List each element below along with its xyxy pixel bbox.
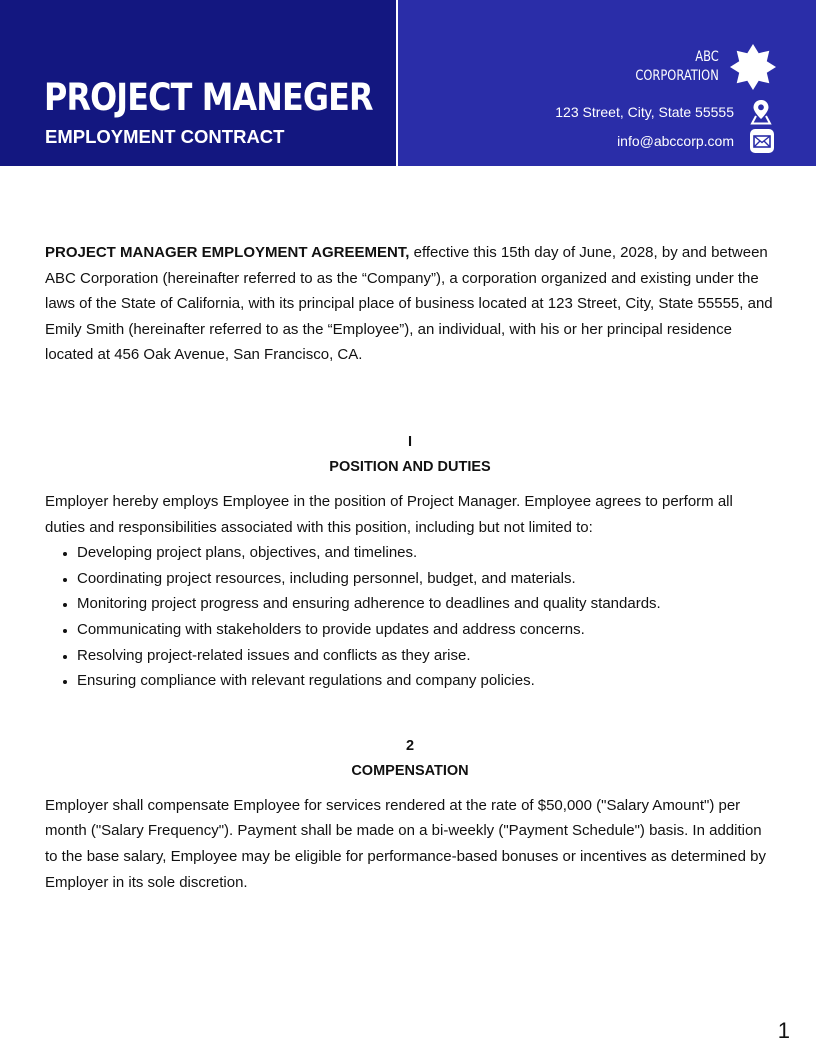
section-title: POSITION AND DUTIES xyxy=(329,458,491,475)
map-pin-icon xyxy=(749,99,773,125)
section-body: Employer hereby employs Employee in the position of Project Manager. Employee agrees to perform all duties and responsibilities associated with this position, including but not limited to: xyxy=(45,492,733,536)
company-name-line1: ABC xyxy=(695,49,719,65)
company-email: info@abccorp.com xyxy=(617,133,734,149)
list-item: • Resolving project-related issues and conflicts as they arise. xyxy=(77,643,775,669)
intro-bold-lead: PROJECT MANAGER EMPLOYMENT AGREEMENT, xyxy=(45,244,410,261)
document-body xyxy=(45,240,775,895)
section-position-and-duties xyxy=(45,430,775,694)
list-item: • Communicating with stakeholders to provide updates and address concerns. xyxy=(77,617,775,643)
list-item: • Developing project plans, objectives, and timelines. xyxy=(77,540,775,566)
section-body: Employer shall compensate Employee for services rendered at the rate of $50,000 ("Salary Amount") per month ("Salary Frequency"). Payment shall be made on a bi-weekly ("Payment Schedule") basis. In addition to the base salary, Employee may be eligible for performance-based bonuses or incentives as determined by Employer in its sole discretion. xyxy=(45,796,766,891)
section-title: COMPENSATION xyxy=(351,762,469,779)
section-number: I xyxy=(407,433,413,450)
page-number: 1 xyxy=(777,1018,790,1043)
list-item: • Ensuring compliance with relevant regulations and company policies. xyxy=(77,668,775,694)
list-item: • Monitoring project progress and ensuring adherence to deadlines and quality standards. xyxy=(77,591,775,617)
intro-text: effective this 15th day of June, 2028, by and between ABC Corporation (hereinafter referred to as the “Company”), a corporation organized and existing under the laws of the State of California, with its principal place of business located at 123 Street, City, State 55555, and Emily Smith (hereinafter referred to as the “Employee”), an individual, with his or her principal residence located at 456 Oak Avenue, San Francisco, CA. xyxy=(45,244,773,364)
section-number: 2 xyxy=(405,737,415,754)
document-subtitle: EMPLOYMENT CONTRACT xyxy=(45,126,285,147)
duties-list xyxy=(45,540,775,694)
company-name-line2: CORPORATION xyxy=(635,68,719,84)
section-compensation xyxy=(45,734,775,895)
document-title: PROJECT MANEGER xyxy=(44,76,373,119)
star-badge-icon xyxy=(730,44,776,90)
list-item: • Coordinating project resources, including personnel, budget, and materials. xyxy=(77,566,775,592)
document-header xyxy=(0,0,816,166)
envelope-icon xyxy=(750,129,774,153)
intro-paragraph xyxy=(45,240,775,368)
company-address: 123 Street, City, State 55555 xyxy=(555,104,734,120)
company-name xyxy=(636,48,719,86)
